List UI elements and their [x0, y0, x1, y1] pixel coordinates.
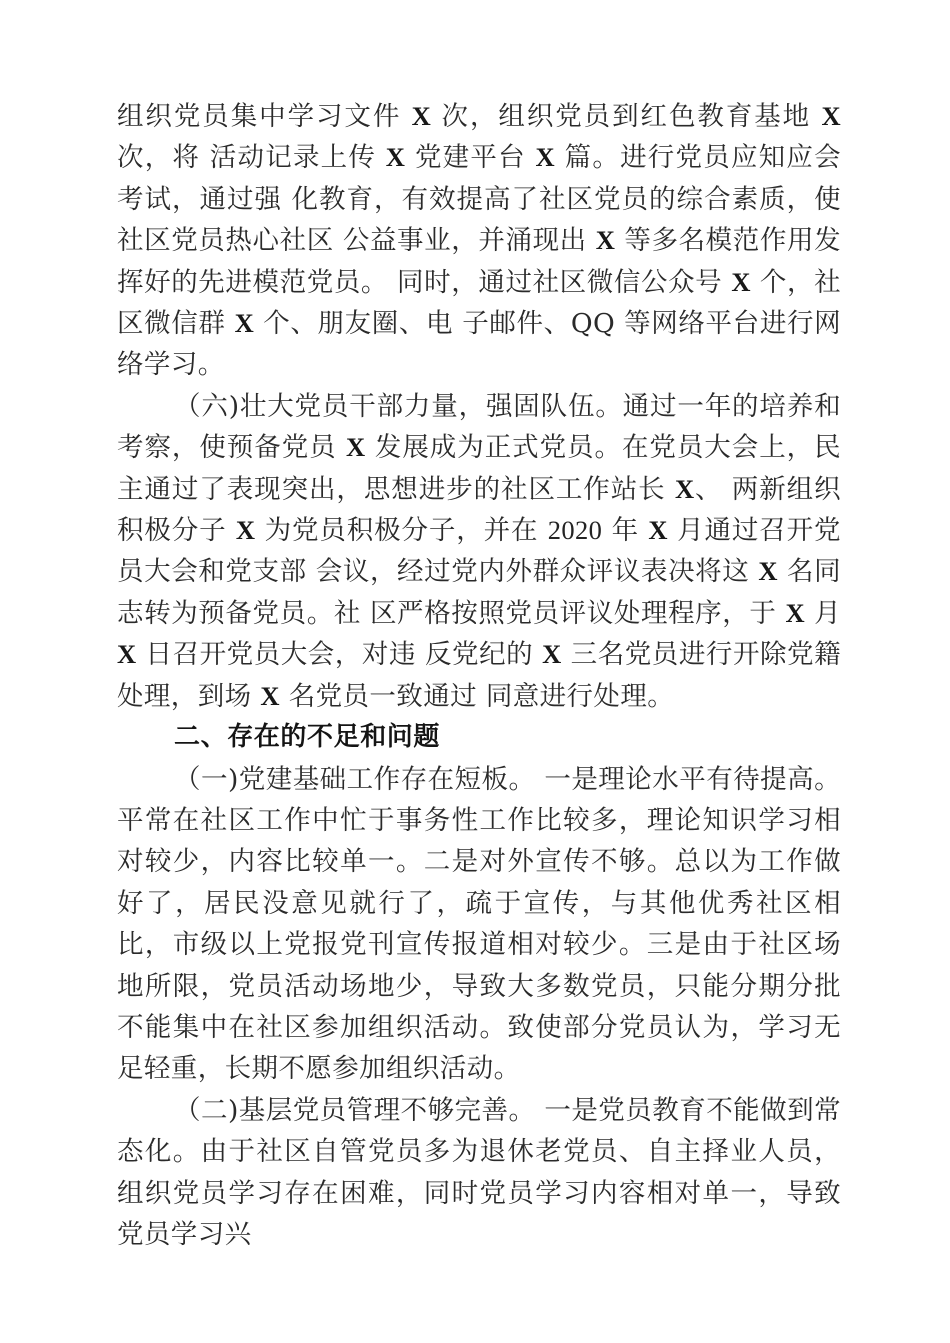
placeholder-token: X — [234, 308, 255, 339]
placeholder-token: X — [595, 225, 616, 256]
placeholder-token: X — [821, 101, 841, 131]
placeholder-token: X — [731, 266, 751, 297]
placeholder-token: X — [117, 639, 137, 670]
placeholder-token: X — [648, 515, 668, 546]
placeholder-token: X — [535, 142, 555, 173]
paragraph-item-two: （二)基层党员管理不够完善。 一是党员教育不能做到常态化。由于社区自管党员多为退休老党员、自主择业人员，组织党员学习存在困难，同时党员学习内容相对单一，导致党员学习兴 — [117, 1094, 841, 1250]
heading-section-two: 二、存在的不足和问题 — [174, 722, 441, 753]
placeholder-token: X — [235, 515, 256, 546]
placeholder-token: X — [345, 432, 366, 463]
paragraph-section-six: （六)壮大党员干部力量，强固队伍。通过一年的培养和考察，使预备党员 X 发展成为正式党员。在党员大会上，民主通过了表现突出，思想进步的社区工作站长 X、 两新组织积极分子 X 为党员积极分子，并在 2020 年 X 月通过召开党员大会和党支部 会议，经过党内外群众评议表决将这 X 名同志转为预备党员。社 区严格按照党员评议处理程序，于 X 月 X 日召开党员大会，对违 反党纪的 X 三名党员进行开除党籍处理，到场 X 名党员一致通过 同意进行处理。 — [117, 390, 850, 712]
placeholder-token: X — [411, 101, 432, 131]
placeholder-token: X — [785, 597, 806, 628]
placeholder-token: X — [260, 680, 280, 711]
placeholder-token: X — [758, 556, 778, 587]
placeholder-token: X — [674, 473, 695, 504]
paragraph-item-one: （一)党建基础工作存在短板。 一是理论水平有待提高。平常在社区工作中忙于事务性工作比较多，理论知识学习相对较少，内容比较单一。二是对外宣传不够。总以为工作做好了，居民没意见就行了，疏于宣传，与其他优秀社区相比，市级以上党报党刊宣传报道相对较少。三是由于社区场地所限，党员活动场地少，导致大多数党员，只能分期分批不能集中在社区参加组织活动。致使部分党员认为，学习无足轻重，长期不愿参加组织活动。 — [117, 763, 841, 1085]
numeral: 2020 — [547, 515, 603, 546]
placeholder-token: X — [385, 142, 406, 173]
document-text-block — [117, 96, 850, 1255]
paragraph-study-continuation: 组织党员集中学习文件 X 次，组织党员到红色教育基地 X 次，将 活动记录上传 X 党建平台 X 篇。进行党员应知应会考试，通过强 化教育，有效提高了社区党员的综合素质，使社区党员热心社区 公益事业，并涌现出 X 等多名模范作用发挥好的先进模范党员。 同时，通过社区微信公众号 X 个，社区微信群 X 个、朋友圈、电 子邮件、QQ 等网络平台进行网络学习。 — [117, 101, 850, 381]
placeholder-token: X — [542, 639, 562, 670]
